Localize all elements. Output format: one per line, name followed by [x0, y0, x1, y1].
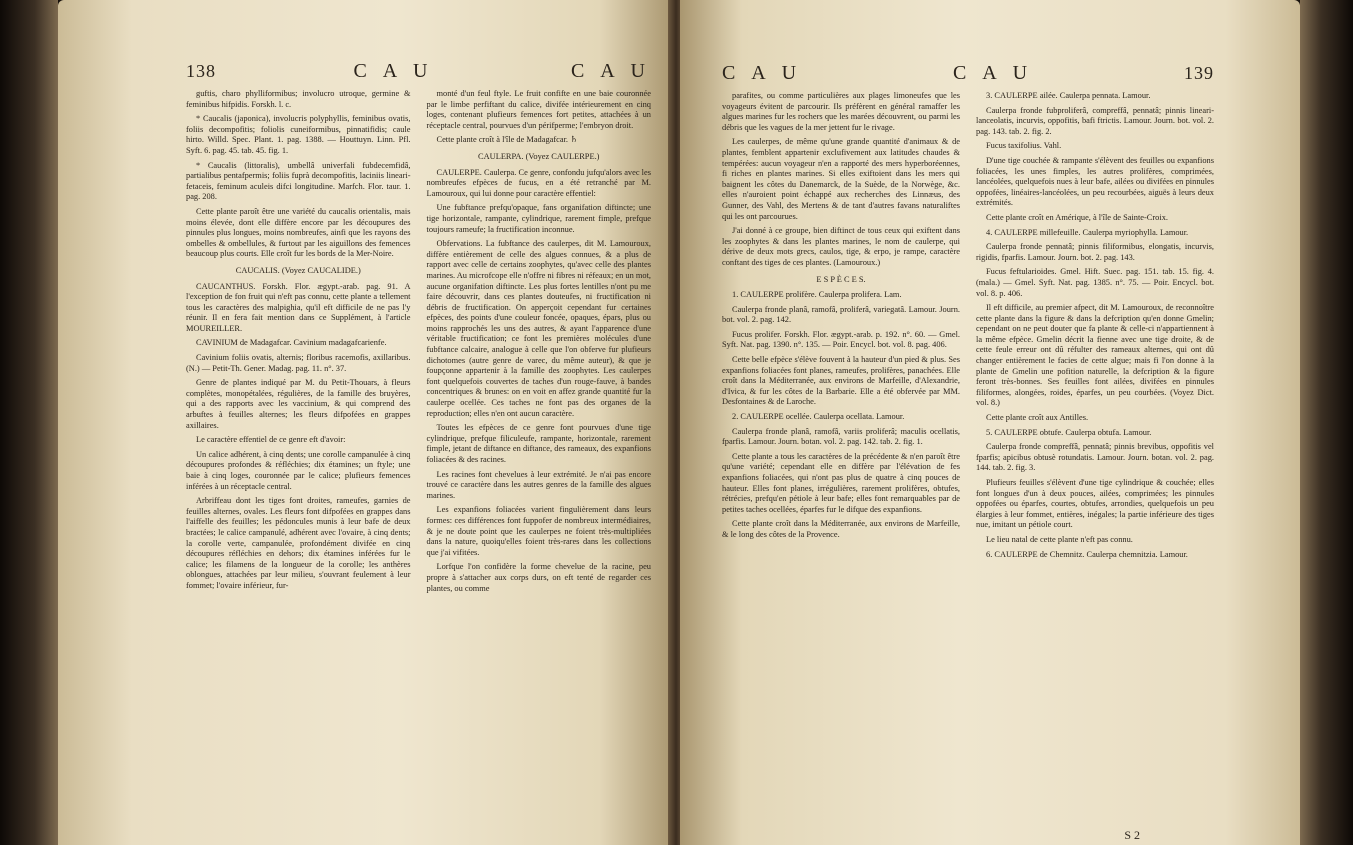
paragraph: CAUCALIS. (Voyez CAUCALIDE.) [235, 265, 361, 275]
left-running-head-text: C A U [353, 60, 434, 82]
paragraph: E S P È C E S. [816, 274, 866, 284]
paragraph: CAULERPE. Caulerpa. Ce genre, confondu jufqu'alors avec les nombreufes efpèces de fucus, en a été retranché par M. Lamouroux, qui lui donne pour caractère effentiel: [426, 167, 651, 198]
paragraph: Fucus feftularioides. Gmel. Hift. Suec. pag. 151. tab. 15. fig. 4. (mala.) — Gmel. Syft. Nat. pag. 1385. n°. 75. — Poir. Encycl. bot. vol. 8. p. 406. [976, 267, 1214, 298]
paragraph: Caulerpa fronde planâ, ramofâ, variis proliferâ; maculis ocellatis, fparfis. Lamour. Journ. botan. vol. 2. pag. 142. tab. 2. fig. 1. [722, 426, 960, 447]
paragraph: Les caulerpes, de même qu'une grande quantité d'animaux & de plantes, femblent appartenir exclufivement aux latitudes chaudes & tempérées: aucun voyageur n'en a rapporté des mers hyperboréennes, fi riches en plantes marines. Si elles exiftoient dans les mers qui baignent les côtes du Danemarck, de la Suède, de la Norwège, &c. elles n'auroient point échappé aux recherches des Linnæus, des Gunner, des Vahl, des Mertens & de tant d'autres favans naturaliftes qui les ont parcourues. [722, 137, 960, 221]
left-page [58, 0, 673, 845]
paragraph: Cette belle efpèce s'élève fouvent à la hauteur d'un pied & plus. Ses expanfions foliacées font planes, rameufes, prolifères, panachées. Elle croît dans la Méditerranée, aux environs de Marfeille, d'Alexandrie, d'Ivica, & fur les côtes de la Barbarie. Elle a été obfervée par MM. Desfontaines & de Laroche. [722, 355, 960, 407]
paragraph: D'une tige couchée & rampante s'élèvent des feuilles ou expanfions foliacées, les unes fimples, les autres prolifères, comprimées, lancéolées, quelquefois nues à leur bafe, ailées ou divifées en pinnules oppofées, linéaires-lancéolées, un peu recourbées, aiguës à leurs deux extrémités. [976, 155, 1214, 208]
right-page [680, 0, 1300, 845]
paragraph: Cette plante croît à l'île de Madagafcar. ♄ [436, 135, 578, 145]
left-columns [186, 89, 651, 598]
paragraph: Le caractère effentiel de ce genre eft d'avoir: [196, 435, 346, 445]
paragraph: Les expanfions foliacées varient fingulièrement dans leurs formes: ces différences font fuppofer de nombreux intermédiaires, & je ne doute point que les caulerpes ne foient très-multipliées dans la nature, quoiqu'elles foient très-rares dans les collections que j'ai vifitées. [426, 505, 651, 557]
paragraph: Lorfque l'on confidère la forme chevelue de la racine, peu propre à s'attacher aux corps durs, on eft tenté de regarder ces plantes, ou comme [426, 562, 651, 593]
paragraph: Obfervations. La fubftance des caulerpes, dit M. Lamouroux, diffère entièrement de celle des algues connues, & a plus de rapport avec celle de certains zoophytes, qu'avec celle des plantes marines. Au microfcope elle n'offre ni fibres ni réfeaux; en un mot, aucune organifation diftincte. Les plus fortes lentilles n'ont pu me faire découvrir, dans ces plantes douteufes, ni fructification ni débris de fructification. On apperçoit cependant fur certaines efpèces, des points d'une couleur foncée, opaques, épars, plus ou moins rapprochés les uns des autres, & ayant l'apparence d'une véritable fructification; ce font les premières molécules d'une fubftance calcaire, analogue à celle que l'on obferve fur plufieurs dichotomes (autre genre de varec, du même auteur), & que je foupçonne appartenir à la famille des zoophytes. Les caulerpes font quelquefois couvertes de taches d'un rouge-fauve, à bandes concentriques & brunes: on en voit en affez grande quantité fur la caulerpe ocellée. Ces taches ne font pas des organes de la reproduction; elles n'en ont aucun caractère. [426, 239, 651, 418]
left-page-number: 138 [186, 61, 216, 81]
right-page-number: 139 [1184, 63, 1214, 83]
right-column-2 [976, 91, 1214, 564]
paragraph: 2. CAULERPE ocellée. Caulerpa ocellata. Lamour. [732, 412, 905, 422]
paragraph: Fucus taxifolius. Vahl. [986, 141, 1062, 151]
paragraph: monté d'un feul ftyle. Le fruit confifte en une baie couronnée par le limbe perfiftant du calice, divifée intérieurement en cinq loges, contenant plufieurs femences fort petites, attachées à un réceptacle central, pourvues d'un périfperme; l'embryon droit. [426, 89, 651, 130]
paragraph: * Caucalis (japonica), involucris polyphyllis, feminibus ovatis, foliis decompofitis; foliolis cuneiformibus, pinnatifidis; caule hirto. Willd. Spec. Plant. 1. pag. 1388. — Houttuyn. Linn. Pfl. Syft. 6. pag. 45. tab. 45. fig. 1. [186, 114, 411, 155]
paragraph: Il eft difficile, au premier afpect, dit M. Lamouroux, de reconnoître cette plante dans la figure & dans la defcription qu'en donne Gmelin; cependant on ne peut douter que fa plante & celle-ci n'appartiennent à la même efpèce. Gmelin décrit la fienne avec une tige droite, & de cette feule erreur ont dû réfulter des rameaux alternes, qui ont dû changer entièrement le facies de cette algue; mais fi l'on donne à la plante de Gmelin une pofition naturelle, la defcription & la figure feront très-bonnes. Ses feuilles font ailées, divifées en pinnules filiformes, alongées, roides, éparfes, un peu courbées. (Voyez Dict. vol. 8.) [976, 303, 1214, 408]
right-page-edges [1300, 0, 1353, 845]
paragraph: 4. CAULERPE millefeuille. Caulerpa myriophylla. Lamour. [986, 227, 1189, 237]
paragraph: Arbriffeau dont les tiges font droites, rameufes, garnies de feuilles alternes, ovales. Les fleurs font difpofées en grappes dans l'aiffelle des feuilles; les pédoncules munis à leur bafe de deux bractées; le calice campanulé, adhérent avec l'ovaire, à cinq dents; la corolle verte, campanulée, profondément divifée en cinq découpures réfléchies en dehors; dix étamines inférées fur le calice; les filamens de la longueur de la corolle; les anthères oblongues, attachées par leur milieu, s'ouvrant feulement à leur fommet; l'ovaire inférieur, fur- [186, 496, 411, 590]
paragraph: 6. CAULERPE de Chemnitz. Caulerpa chemnitzia. Lamour. [986, 549, 1188, 559]
paragraph: Caulerpa fronde planâ, ramofâ, proliferâ, variegatâ. Lamour. Journ. bot. vol. 2. pag. 142. [722, 304, 960, 325]
paragraph: Caulerpa fronde compreffâ, pennatâ; pinnis brevibus, oppofitis vel fparfis; apicibus obtusè rotundatis. Lamour. Journ. botan. vol. 2. pag. 144. tab. 2. fig. 3. [976, 442, 1214, 473]
paragraph: Cette plante croît dans la Méditerranée, aux environs de Marfeille, & le long des côtes de la Provence. [722, 519, 960, 539]
paragraph: CAULERPA. (Voyez CAULERPE.) [478, 151, 600, 161]
paragraph: Les racines font chevelues à leur extrémité. Je n'ai pas encore trouvé ce caractère dans les autres genres de la famille des algues marines. [426, 469, 651, 500]
paragraph: J'ai donné à ce groupe, bien diftinct de tous ceux qui exiftent dans les zoophytes & dans les plantes marines, le nom de caulerpe, qui dérive de deux mots grecs, caulos, tige, & erpo, je rampe, caractère conftant des tiges de ces plantes. (Lamouroux.) [722, 226, 960, 267]
paragraph: Une fubftance prefqu'opaque, fans organifation diftincte; une tige horizontale, rampante, cylindrique, rarement fimple, prefque toujours rameufe; la fructification inconnue. [426, 203, 651, 234]
left-running-head-text-2: C A U [570, 60, 651, 82]
right-column-1 [722, 91, 960, 564]
paragraph: Toutes les efpèces de ce genre font pourvues d'une tige cylindrique, prefque filiculeufe, rampante, horizontale, rarement fimple, jetant de diftance en diftance, des rameaux, des expanfions foliacées & des racines. [426, 423, 651, 464]
paragraph: CAVINIUM de Madagafcar. Cavinium madagafcarienfe. [196, 338, 387, 348]
paragraph: guftis, charo phylliformibus; involucro utroque, germine & feminibus hifpidis. Forskh. l. c. [186, 89, 411, 109]
paragraph: 5. CAULERPE obtufe. Caulerpa obtufa. Lamour. [986, 427, 1152, 437]
paragraph: Le lieu natal de cette plante n'eft pas connu. [986, 534, 1133, 544]
paragraph: Cette plante a tous les caractères de la précédente & n'en paroît être qu'une variété; cependant elle en diffère par l'élévation de fes expanfions foliacées, qui n'ont pas plus de quatre à cinq pouces de hauteur. Elles font planes, irrégulières, rarement prolifères, obtufes, rétrécies, prefqu'en pétiole à leur bafe; elles font remarquables par de petites taches ocellées, éparfes fur le difque des expanfions. [722, 451, 960, 514]
paragraph: Cavinium foliis ovatis, alternis; floribus racemofis, axillaribus. (N.) — Petit-Th. Gener. Madag. pag. 11. n°. 37. [186, 353, 411, 373]
right-running-head-text: C A U [722, 62, 803, 84]
paragraph: Cette plante paroît être une variété du caucalis orientalis, mais moins élevée, dont elle diffère encore par les découpures des pinnules plus longues, moins nombreufes, ainfi que les rayons des ombelles & ombellules, & furtout par les aiguillons des femences beaucoup plus courts. Elle croît fur les bords de la Mer-Noire. [186, 206, 411, 259]
paragraph: Cette plante croît en Amérique, à l'île de Sainte-Croix. [986, 212, 1168, 222]
signature-mark: S 2 [1124, 828, 1140, 842]
paragraph: Un calice adhérent, à cinq dents; une corolle campanulée à cinq découpures profondes & réfléchies; dix étamines; un ftyle; une baie à cinq loges, couronnée par le calice; plufieurs femences inférées à un réceptacle central. [186, 449, 411, 491]
paragraph: Caulerpa fronde fubproliferâ, compreffâ, pennatâ; pinnis lineari-lanceolatis, incurvis, oppofitis, bafi ftrictis. Lamour. Journ. bot. vol. 2. pag. 143. tab. 2. fig. 2. [976, 105, 1214, 136]
left-page-edges [0, 0, 58, 845]
paragraph: parafites, ou comme particulières aux plages limoneufes que les voyageurs évitent de parcourir. Ils préfèrent en général ramaffer les algues marines fur les rochers que les marées découvrent, ou parmi les débris que les vagues de la mer jettent fur le rivage. [722, 91, 960, 132]
paragraph: * Caucalis (littoralis), umbellâ univerfali fubdecemfidâ, partialibus pentafpermis; foliis fuprà decompofitis, laciniis lineari-fetaceis, feminum aculeis difci longitudine. Marfch. Flor. taur. 1. pag. 208. [186, 160, 411, 202]
right-running-head [722, 62, 1214, 85]
paragraph: Caulerpa fronde pennatâ; pinnis filiformibus, elongatis, incurvis, rigidis, fparfis. Lamour. Journ. bot. 2. pag. 143. [976, 242, 1214, 262]
paragraph: Plufieurs feuilles s'élèvent d'une tige cylindrique & couchée; elles font longues d'un à deux pouces, ailées, comprimées; les pinnules oppofées ou éparfes, courtes, obtufes, arrondies, quelquefois un peu élargies à leur fommet, entières, inégales; la partie inférieure des tiges nue, imitant un pétiole court. [976, 478, 1214, 530]
left-running-head [186, 60, 651, 83]
paragraph: Cette plante croît aux Antilles. [986, 413, 1089, 423]
left-column-2 [427, 89, 652, 598]
right-columns [722, 91, 1214, 564]
paragraph: Genre de plantes indiqué par M. du Petit-Thouars, à fleurs complètes, monopétalées, régulières, de la famille des bruyères, qui a des rapports avec les vaccinium, & qui comprend des arbuftes à feuilles alternes; les fleurs difpofées en grappes axillaires. [186, 378, 411, 430]
paragraph: CAUCANTHUS. Forskh. Flor. ægypt.-arab. pag. 91. A l'exception de fon fruit qui n'eft pas connu, cette plante a tellement tous les caractères des malpighia, qu'il eft difficile de ne pas l'y réunir. Il en fera fait mention dans ce Supplément, à l'article MOUREILLER. [186, 281, 411, 333]
left-column-1 [186, 89, 411, 598]
paragraph: 3. CAULERPE ailée. Caulerpa pennata. Lamour. [986, 91, 1151, 100]
right-running-head-text-2: C A U [953, 62, 1034, 84]
paragraph: Fucus prolifer. Forskh. Flor. ægypt.-arab. p. 192. n°. 60. — Gmel. Syft. Nat. pag. 1390. n°. 135. — Poir. Encycl. bot. vol. 8. pag. 406. [722, 329, 960, 350]
paragraph: 1. CAULERPE prolifère. Caulerpa prolifera. Lam. [732, 290, 902, 300]
